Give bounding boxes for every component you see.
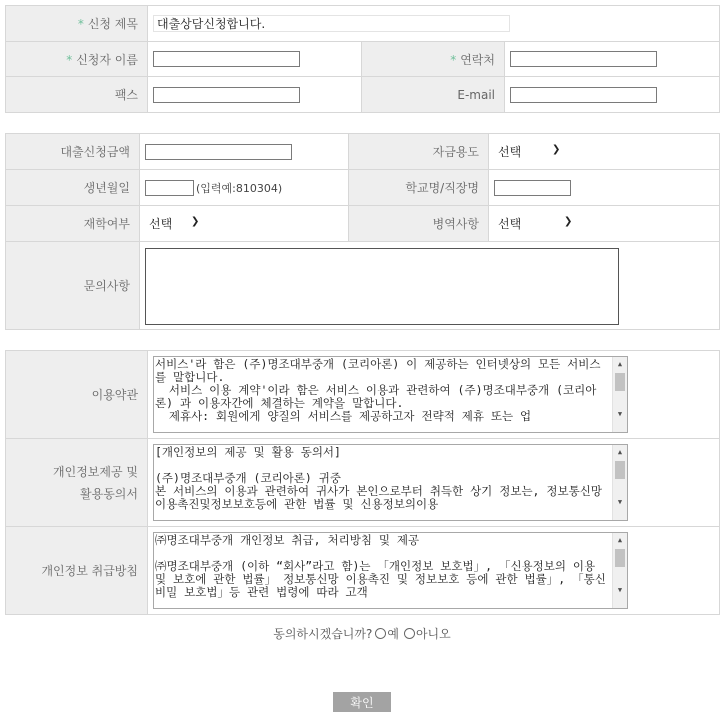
amount-label: 대출신청금액 xyxy=(60,145,130,159)
enrolled-select-value: 선택 xyxy=(149,217,173,231)
birth-hint: (입력예:810304) xyxy=(196,181,283,195)
agree-no-radio[interactable] xyxy=(404,628,415,639)
school-label: 학교명/직장명 xyxy=(405,181,479,195)
arrow-down-icon[interactable]: ▼ xyxy=(617,586,623,594)
scroll-thumb[interactable] xyxy=(615,461,625,479)
agreements-table xyxy=(5,350,720,615)
agree-yes-label[interactable]: 예 xyxy=(387,627,399,641)
arrow-down-icon[interactable]: ▼ xyxy=(617,410,623,418)
consent-text: [개인정보의 제공 및 활용 동의서] (주)명조대부중개 (코리아론) 귀중 본 서비스의 이용과 관련하여 귀사가 본인으로부터 취득한 상기 정보는, 정보통신망이용촉진및정보보호등에 관한 법률 및 신용정보의이용 xyxy=(155,445,602,511)
arrow-up-icon[interactable]: ▲ xyxy=(617,360,623,368)
military-label: 병역사항 xyxy=(432,217,479,231)
agree-yes-radio[interactable] xyxy=(375,628,386,639)
title-label-cell xyxy=(6,6,148,42)
consent-label-line2: 활용동의서 xyxy=(80,486,138,501)
scroll-thumb[interactable] xyxy=(615,373,625,391)
inquiry-textarea[interactable] xyxy=(145,248,619,325)
consent-label-line1: 개인정보제공 및 xyxy=(53,464,138,479)
contact-input[interactable] xyxy=(510,51,657,67)
privacy-scrollbar[interactable] xyxy=(612,533,627,608)
agree-no-label[interactable]: 아니오 xyxy=(415,627,451,641)
school-input[interactable] xyxy=(494,180,571,196)
chevron-down-icon: ❯ xyxy=(552,144,561,155)
arrow-down-icon[interactable]: ▼ xyxy=(617,498,623,506)
email-input[interactable] xyxy=(510,87,657,103)
confirm-button[interactable]: 확인 xyxy=(333,692,391,712)
privacy-textbox[interactable] xyxy=(153,532,628,609)
terms-label: 이용약관 xyxy=(91,388,138,402)
military-select-value: 선택 xyxy=(498,217,522,231)
privacy-label: 개인정보 취급방침 xyxy=(41,564,138,578)
birth-input[interactable] xyxy=(145,180,194,196)
name-label: 신청자 이름 xyxy=(76,52,138,67)
terms-text: 서비스'라 함은 (주)명조대부중개 (코리아론) 이 제공하는 인터넷상의 모든 서비스를 말합니다. 서비스 이용 계약'이라 함은 서비스 이용과 관련하여 (주)명조대부중개 (코리아론) 과 이용자간에 체결하는 계약을 말합니다. 제휴사: 회원에게 양질의 서비스를 제공하고자 전략적 제휴 또는 업 xyxy=(155,357,601,423)
amount-input[interactable] xyxy=(145,144,292,160)
arrow-up-icon[interactable]: ▲ xyxy=(617,448,623,456)
inquiry-label: 문의사항 xyxy=(83,279,130,293)
purpose-select-value: 선택 xyxy=(498,145,522,159)
chevron-down-icon: ❯ xyxy=(191,216,200,227)
required-mark: * xyxy=(66,52,73,67)
name-input[interactable] xyxy=(153,51,300,67)
agree-question: 동의하시겠습니까? xyxy=(273,627,373,641)
consent-textbox[interactable] xyxy=(153,444,628,521)
required-mark: * xyxy=(450,52,457,67)
scroll-thumb[interactable] xyxy=(615,549,625,567)
consent-scrollbar[interactable] xyxy=(612,445,627,520)
applicant-info-table xyxy=(5,5,720,113)
arrow-up-icon[interactable]: ▲ xyxy=(617,536,623,544)
terms-textbox[interactable] xyxy=(153,356,628,433)
agree-row xyxy=(0,625,724,642)
title-input[interactable] xyxy=(153,15,510,32)
contact-label: 연락처 xyxy=(460,52,495,67)
enrolled-select[interactable] xyxy=(145,215,207,232)
chevron-down-icon: ❯ xyxy=(564,216,573,227)
enrolled-label: 재학여부 xyxy=(83,217,130,231)
required-mark: * xyxy=(77,17,84,31)
purpose-select[interactable] xyxy=(494,143,574,160)
terms-scrollbar[interactable] xyxy=(612,357,627,432)
email-label: E-mail xyxy=(457,87,495,102)
fax-label: 팩스 xyxy=(114,88,138,102)
loan-info-table xyxy=(5,133,720,330)
birth-label: 생년월일 xyxy=(83,181,130,195)
privacy-text: ㈜명조대부중개 개인정보 취급, 처리방침 및 제공 ㈜명조대부중개 (이하 “회사”라고 함)는 「개인정보 보호법」, 「신용정보의 이용 및 보호에 관한 법률」 정보통신망 이용촉진 및 정보보호 등에 관한 법률」, 「통신비밀 보호법」등 관련 법령에 따라 고객 xyxy=(155,533,606,599)
purpose-label: 자금용도 xyxy=(432,145,479,159)
title-label: 신청 제목 xyxy=(87,17,138,31)
fax-input[interactable] xyxy=(153,87,300,103)
military-select[interactable] xyxy=(494,215,584,232)
